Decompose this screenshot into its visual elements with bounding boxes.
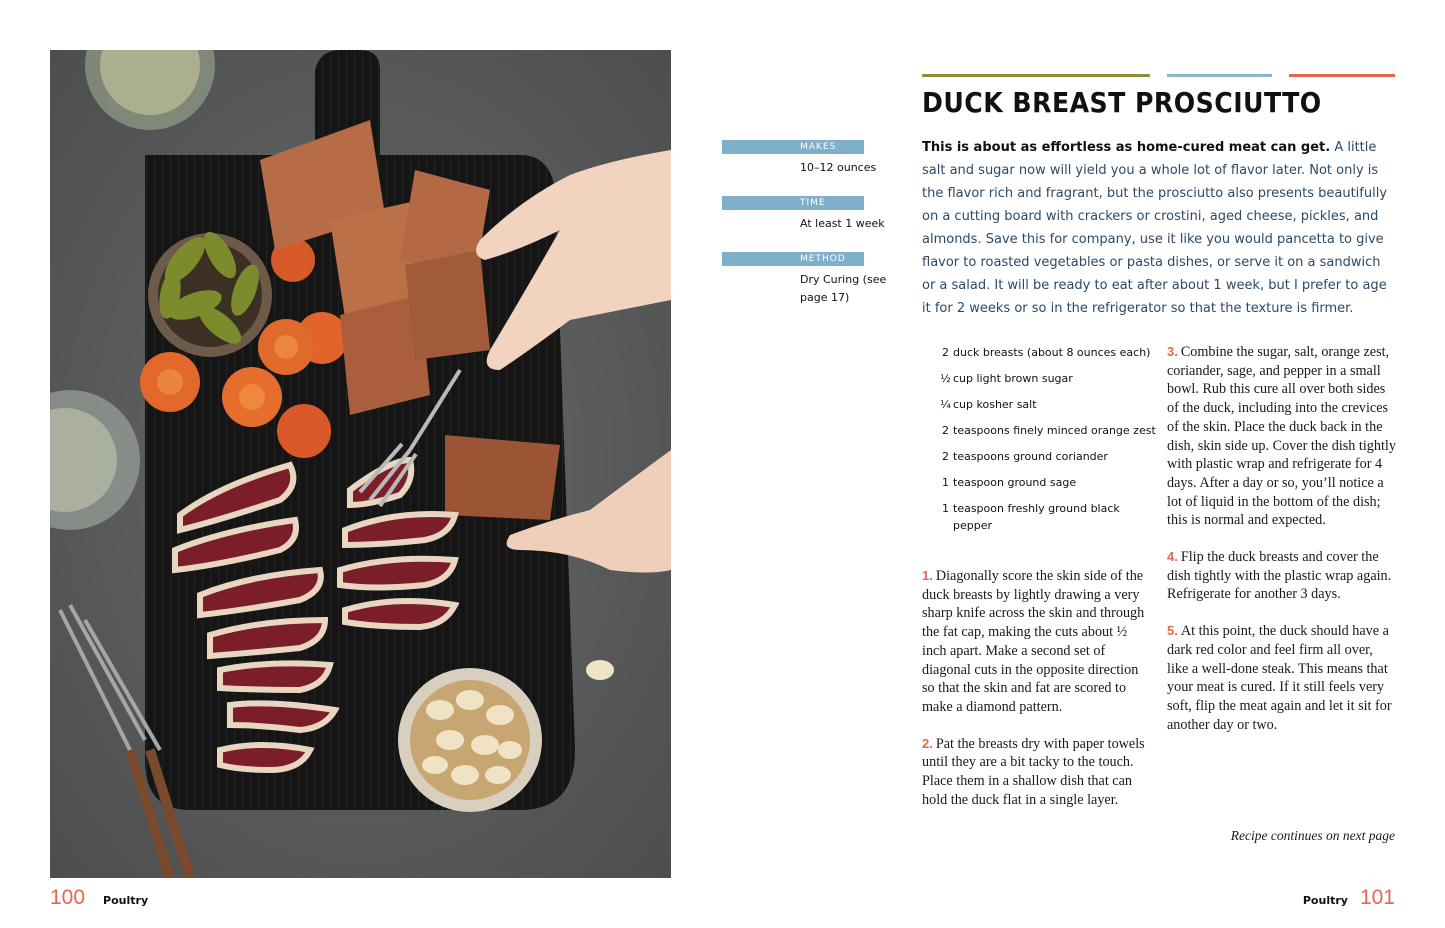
rule-blue [1167, 74, 1272, 77]
section-name-right: Poultry [1302, 894, 1348, 907]
step-text: At this point, the duck should have a dark red color and feel firm all over, like a well-done steak. This means that your meat is cured. If it still feels very soft, flip the meat again and let it sit for another day or two. [1167, 623, 1392, 733]
ingredient-qty: 2 [942, 424, 949, 437]
step-number: 1. [922, 568, 933, 583]
ingredient-qty: 2 [942, 450, 949, 463]
recipe-photo [50, 50, 671, 878]
step-number: 4. [1167, 549, 1178, 565]
ingredient-qty: ¼ [940, 398, 951, 411]
folio-right [1303, 886, 1395, 910]
step-text: Diagonally score the skin side of the duck breasts by lightly drawing a very sharp knife across the skin and through the fat cap, making the cuts about ½ inch apart. Make a second set of diagonal cuts in the opposite direction so that the skin and fat are scored to make a diamond pattern. [922, 568, 1145, 715]
step-4 [1167, 548, 1396, 604]
ingredient-text: teaspoons finely minced orange zest [953, 424, 1156, 437]
ingredient-text: cup kosher salt [953, 398, 1037, 411]
photo-illustration [50, 50, 671, 878]
ingredient-item [938, 500, 1156, 534]
ingredient-text: teaspoon freshly ground black pepper [953, 502, 1120, 532]
makes-value: 10–12 ounces [800, 161, 877, 174]
section-name-left: Poultry [103, 894, 149, 907]
rule-coral [1289, 74, 1395, 77]
ingredient-text: teaspoons ground coriander [953, 450, 1108, 463]
makes-label: MAKES [722, 140, 864, 154]
page-number-right: 101 [1359, 886, 1395, 909]
ingredient-item [938, 396, 1156, 413]
method-label: METHOD [722, 252, 864, 266]
ingredient-list [938, 344, 1156, 543]
title-rules [922, 74, 1395, 77]
makes-block [722, 140, 892, 177]
steps-column-right [1167, 343, 1396, 752]
ingredient-qty: 2 [942, 346, 949, 359]
ingredient-qty: 1 [942, 476, 949, 489]
method-value: Dry Curing (see page 17) [800, 273, 887, 304]
ingredient-qty: 1 [942, 502, 949, 515]
step-text: Flip the duck breasts and cover the dish tightly with the plastic wrap again. Refrigerate for another 3 days. [1167, 549, 1392, 603]
page-number-left: 100 [50, 886, 86, 909]
step-2 [922, 735, 1151, 810]
ingredient-item [938, 370, 1156, 387]
continues-note: Recipe continues on next page [1230, 828, 1395, 843]
ingredient-text: duck breasts (about 8 ounces each) [953, 346, 1151, 359]
step-1 [922, 567, 1151, 717]
intro-lead: This is about as effortless as home-cured meat can get. [922, 140, 1331, 155]
method-block [722, 252, 892, 307]
ingredient-item [938, 344, 1156, 361]
step-number: 2. [922, 735, 933, 751]
time-value: At least 1 week [800, 217, 885, 230]
rule-green [922, 74, 1150, 77]
step-text: Pat the breasts dry with paper towels until they are a bit tacky to the touch. Place them in a shallow dish that can hold the duck flat in a single layer. [922, 735, 1145, 808]
folio-left [50, 886, 148, 910]
ingredient-text: teaspoon ground sage [953, 476, 1077, 489]
time-label: TIME [722, 196, 864, 210]
ingredient-text: cup light brown sugar [953, 372, 1073, 385]
ingredient-item [938, 422, 1156, 439]
step-3 [1167, 343, 1396, 530]
step-number: 5. [1167, 623, 1178, 639]
step-5 [1167, 622, 1396, 734]
recipe-intro [922, 136, 1395, 320]
ingredient-item [938, 448, 1156, 465]
time-block [722, 196, 892, 233]
step-text: Combine the sugar, salt, orange zest, coriander, sage, and pepper in a small bowl. Rub this cure all over both sides of the duck, including into the crevices of the skin. Place the duck back in the dish, skin side up. Cover the dish tightly with plastic wrap and refrigerate for 4 days. After a day or so, you’ll notice a lot of liquid in the bottom of the dish; this is normal and expected. [1167, 344, 1396, 529]
step-number: 3. [1167, 344, 1178, 359]
intro-body: A little salt and sugar now will yield you a whole lot of flavor later. Not only is the flavor rich and fragrant, but the prosciutto also presents beautifully on a cutting board with crackers or crostini, aged cheese, pickles, and almonds. Save this for company, use it like you would pancetta to give flavor to roasted vegetables or pasta dishes, or serve it on a sandwich or a salad. It will be ready to eat after about 1 week, but I prefer to age it for 2 weeks or so in the refrigerator so that the texture is firmer. [922, 140, 1388, 316]
steps-column-left [922, 567, 1151, 827]
recipe-title: DUCK BREAST PROSCIUTTO [922, 86, 1322, 119]
ingredient-qty: ½ [940, 372, 951, 385]
ingredient-item [938, 474, 1156, 491]
